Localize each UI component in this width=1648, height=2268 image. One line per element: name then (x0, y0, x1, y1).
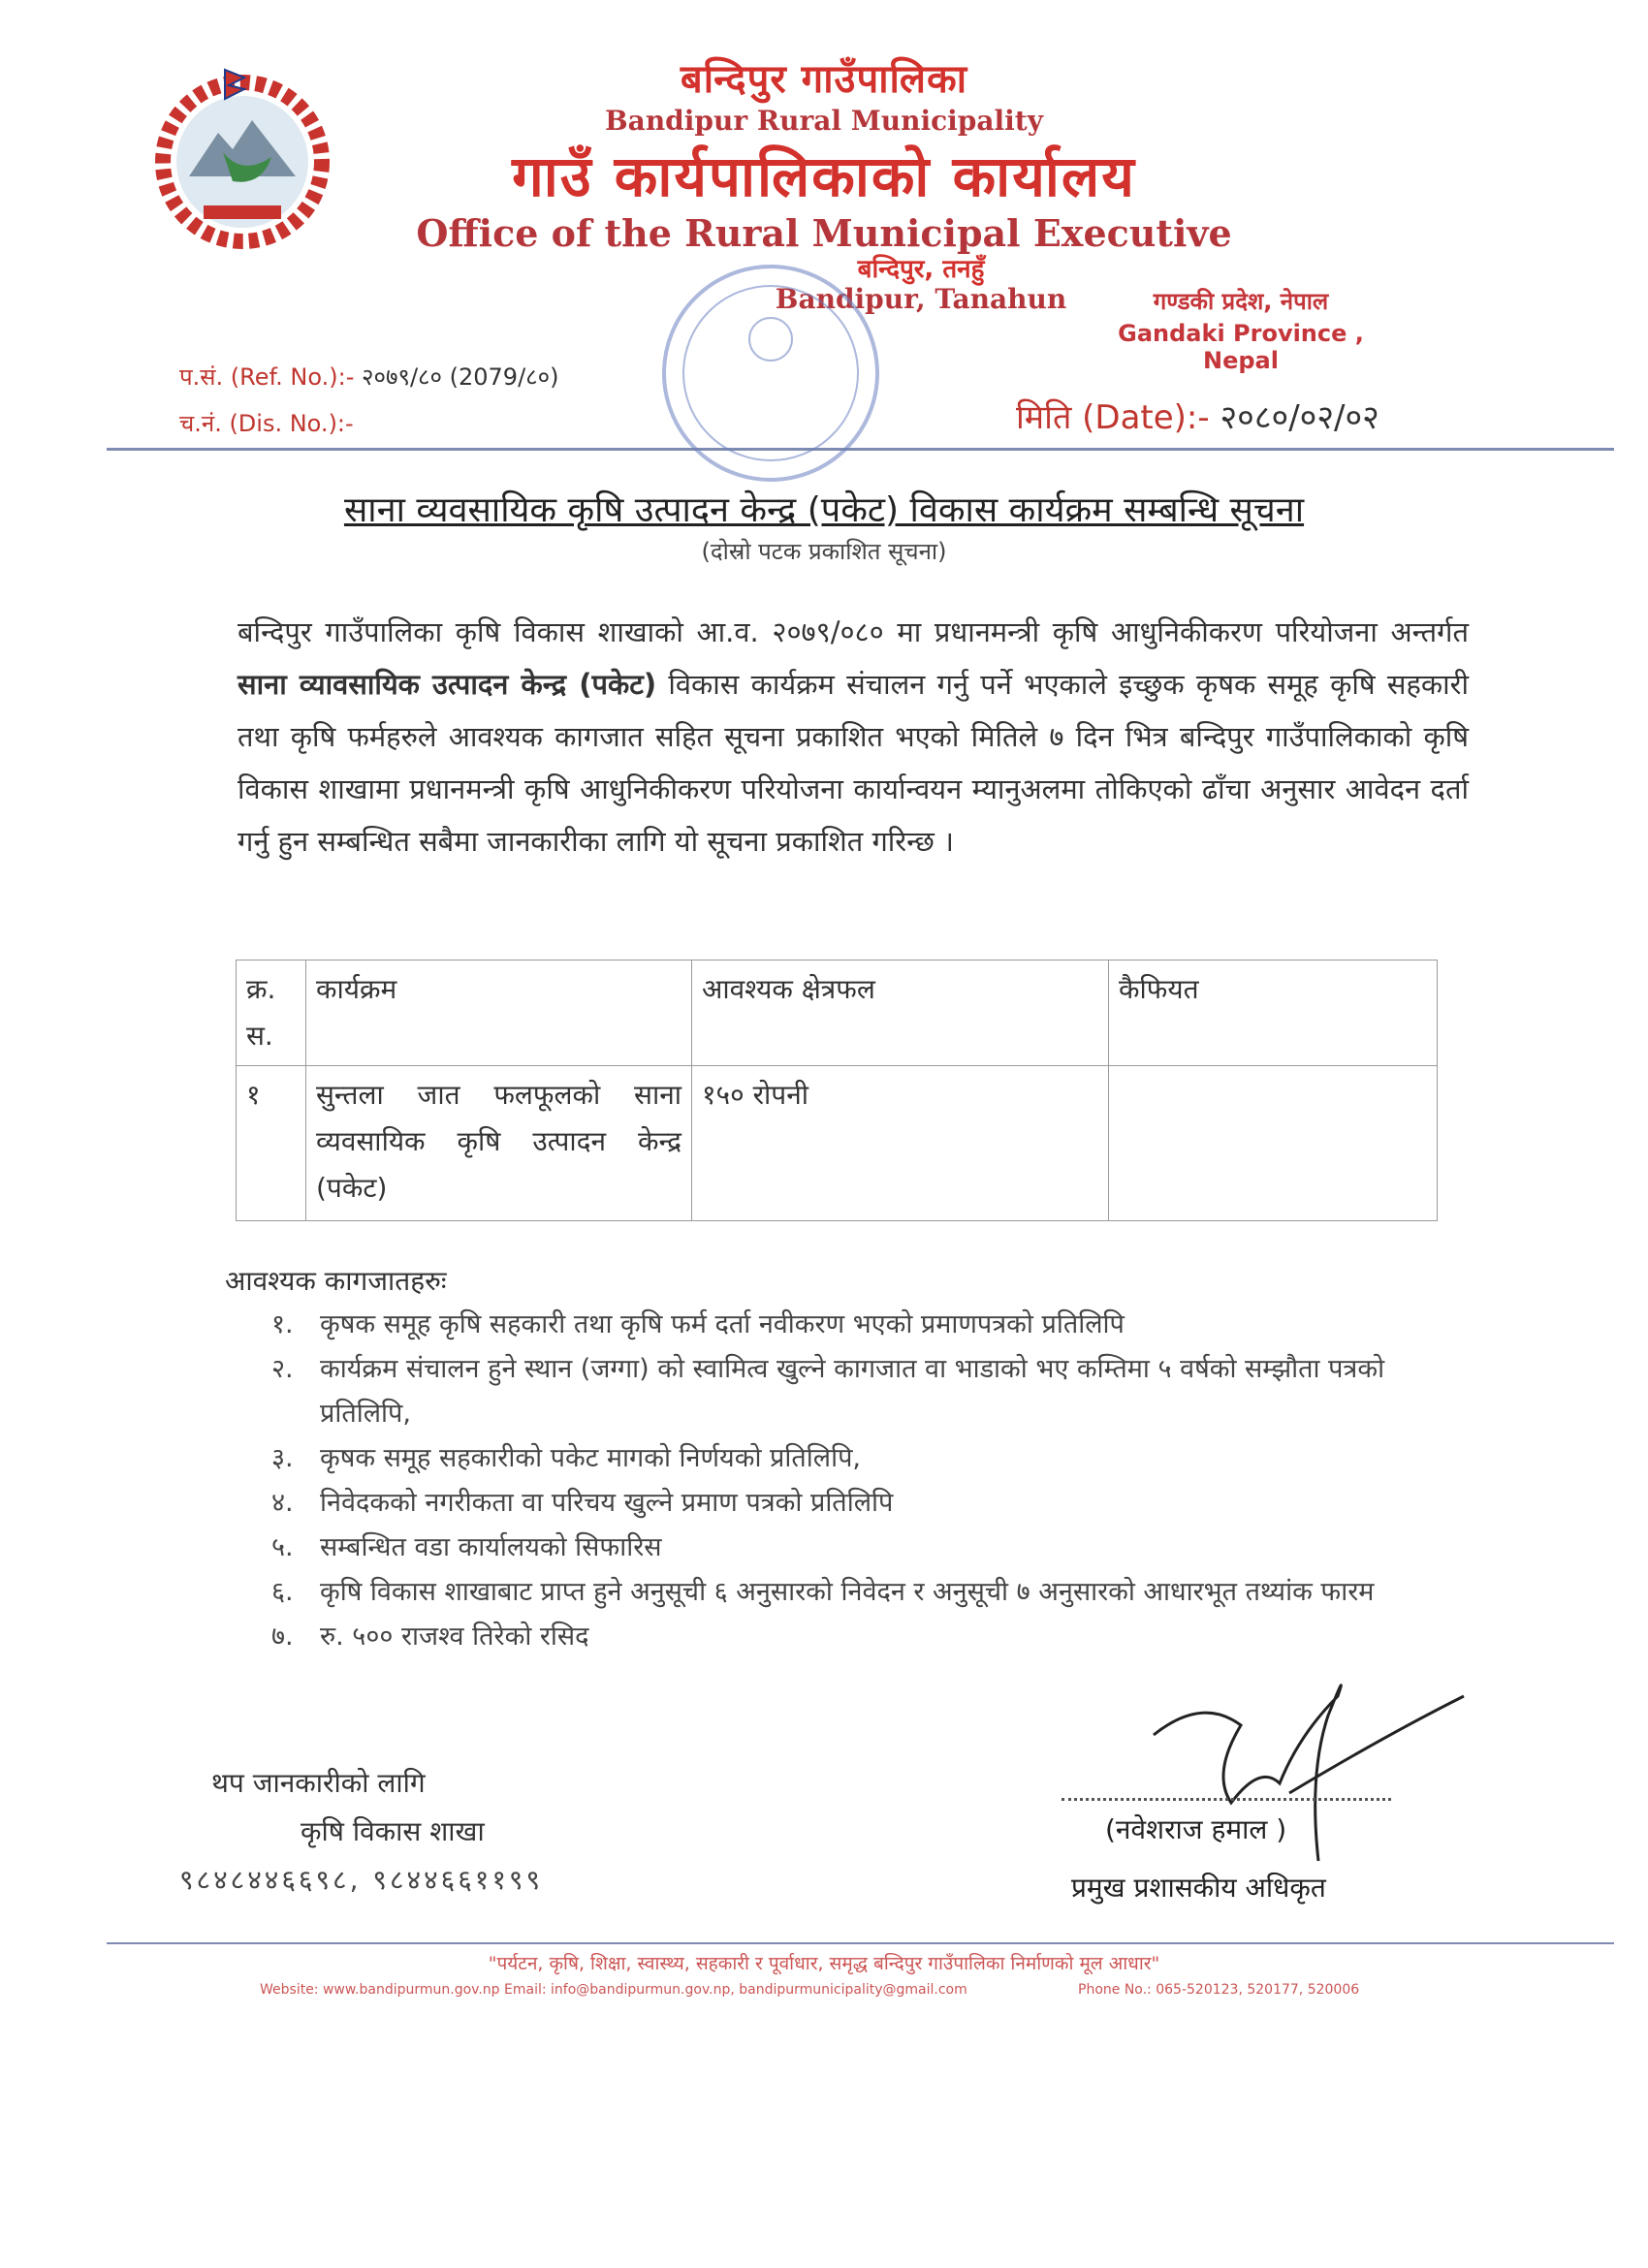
notice-title: साना व्यवसायिक कृषि उत्पादन केन्द्र (पकेट) विकास कार्यक्रम सम्बन्धि सूचना (343, 490, 1305, 530)
office-name-english: Office of the Rural Municipal Executive (416, 211, 1232, 255)
ref-value: २०७९/८० (2079/८०) (362, 363, 559, 391)
location-nepali: बन्दिपुर, तनहुँ (857, 255, 985, 284)
item-text: निवेदकको नगरीकता वा परिचय खुल्ने प्रमाण पत्रको प्रतिलिपि (320, 1488, 894, 1518)
table-row (237, 1066, 1438, 1221)
date-value: २०८०/०२/०२ (1220, 398, 1379, 437)
list-item (271, 1436, 1464, 1481)
list-item (271, 1347, 1464, 1436)
list-item (271, 1481, 1464, 1526)
item-text: कृषक समूह सहकारीको पकेट मागको निर्णयको प्रतिलिपि, (320, 1443, 861, 1473)
col-header-program: कार्यक्रम (306, 961, 692, 1066)
dispatch-number (179, 407, 354, 439)
item-number: ६. (271, 1577, 294, 1607)
item-text: कृषि विकास शाखाबाट प्राप्त हुने अनुसूची ६ अनुसारको निवेदन र अनुसूची ७ अनुसारको आधारभूत तथ्यांक फारम (320, 1577, 1375, 1607)
footer-phone: Phone No.: 065-520123, 520177, 520006 (1078, 1982, 1360, 1998)
signatory-title: प्रमुख प्रशासकीय अधिकृत (1071, 1872, 1326, 1904)
notice-body (238, 606, 1469, 867)
list-item (271, 1615, 1464, 1659)
contact-branch: कृषि विकास शाखा (301, 1815, 485, 1847)
dis-label: च.नं. (Dis. No.):- (179, 410, 354, 437)
contact-heading: थप जानकारीको लागि (211, 1767, 426, 1799)
province-english: Gandaki Province , Nepal (1118, 320, 1364, 374)
item-number: ३. (271, 1443, 294, 1473)
footer-divider (107, 1942, 1614, 1944)
municipality-name-nepali: बन्दिपुर गाउँपालिका (680, 57, 968, 102)
item-number: २. (271, 1354, 294, 1384)
item-number: ७. (271, 1622, 294, 1652)
table-header-row (237, 961, 1438, 1066)
list-item (271, 1303, 1464, 1347)
col-header-remarks: कैफियत (1109, 961, 1438, 1066)
cell-sn: १ (237, 1066, 306, 1221)
list-item (271, 1526, 1464, 1570)
documents-list (271, 1303, 1464, 1659)
item-text: सम्बन्धित वडा कार्यालयको सिफारिस (320, 1532, 662, 1562)
contact-phones: ९८४८४४६६९८, ९८४४६६११९९ (179, 1864, 544, 1896)
signature-line (1062, 1798, 1391, 1801)
program-table (236, 960, 1438, 1221)
office-name-nepali: गाउँ कार्यपालिकाको कार्यालय (512, 143, 1136, 209)
documents-heading: आवश्यक कागजातहरुः (225, 1265, 447, 1297)
reference-number (179, 361, 558, 393)
notice-body-part-b: विकास कार्यक्रम संचालन गर्नु पर्ने भएकाले इच्छुक कृषक समूह कृषि सहकारी तथा कृषि फर्महरुले आवश्यक कागजात सहित सूचना प्रकाशित भएको मितिले ७ दिन भित्र बन्दिपुर गाउँपालिकाको कृषि विकास शाखामा प्रधानमन्त्री कृषि आधुनिकीकरण परियोजना कार्यान्वयन म्यानुअलमा तोकिएको ढाँचा अनुसार आवेदन दर्ता गर्नु हुन सम्बन्धित सबैमा जानकारीका लागि यो सूचना प्रकाशित गरिन्छ । (238, 668, 1470, 858)
ref-label: प.सं. (Ref. No.):- (179, 363, 355, 391)
footer-website: Website: www.bandipurmun.gov.np Email: info@bandipurmun.gov.np, bandipurmunicipality@gmail.com (260, 1982, 967, 1998)
notice-subtitle: (दोस्रो पटक प्रकाशित सूचना) (701, 538, 947, 565)
item-number: ५. (271, 1532, 294, 1562)
document-date (1016, 394, 1379, 438)
item-text: कृषक समूह कृषि सहकारी तथा कृषि फर्म दर्ता नवीकरण भएको प्रमाणपत्रको प्रतिलिपि (320, 1309, 1125, 1339)
item-number: १. (271, 1309, 294, 1339)
municipality-name-english: Bandipur Rural Municipality (605, 105, 1043, 137)
item-text: रु. ५०० राजश्व तिरेको रसिद (320, 1622, 589, 1652)
col-header-area: आवश्यक क्षेत्रफल (692, 961, 1109, 1066)
date-label: मिति (Date):- (1016, 398, 1210, 437)
location-english: Bandipur, Tanahun (775, 283, 1067, 315)
signatory-name: (नवेशराज हमाल ) (1105, 1813, 1287, 1845)
cell-area: १५० रोपनी (692, 1066, 1109, 1221)
list-item (271, 1570, 1464, 1615)
province-nepali: गण्डकी प्रदेश, नेपाल (1153, 288, 1329, 315)
notice-body-part-a: बन्दिपुर गाउँपालिका कृषि विकास शाखाको आ.व. २०७९/०८० मा प्रधानमन्त्री कृषि आधुनिकीकरण परियोजना अन्तर्गत (238, 615, 1469, 648)
notice-body-bold: साना व्यावसायिक उत्पादन केन्द्र (पकेट) (238, 668, 657, 701)
cell-program: सुन्तला जात फलफूलको साना व्यवसायिक कृषि उत्पादन केन्द्र (पकेट) (306, 1066, 692, 1221)
item-number: ४. (271, 1488, 294, 1518)
col-header-sn: क्र. स. (237, 961, 306, 1066)
item-text: कार्यक्रम संचालन हुने स्थान (जग्गा) को स्वामित्व खुल्ने कागजात वा भाडाको भए कम्तिमा ५ वर्षको सम्झौता पत्रको प्रतिलिपि, (320, 1354, 1385, 1429)
cell-remarks (1109, 1066, 1438, 1221)
footer-slogan: "पर्यटन, कृषि, शिक्षा, स्वास्थ्य, सहकारी र पूर्वाधार, समृद्ध बन्दिपुर गाउँपालिका निर्माणको मूल आधार" (488, 1953, 1160, 1974)
official-stamp-icon (645, 247, 897, 499)
